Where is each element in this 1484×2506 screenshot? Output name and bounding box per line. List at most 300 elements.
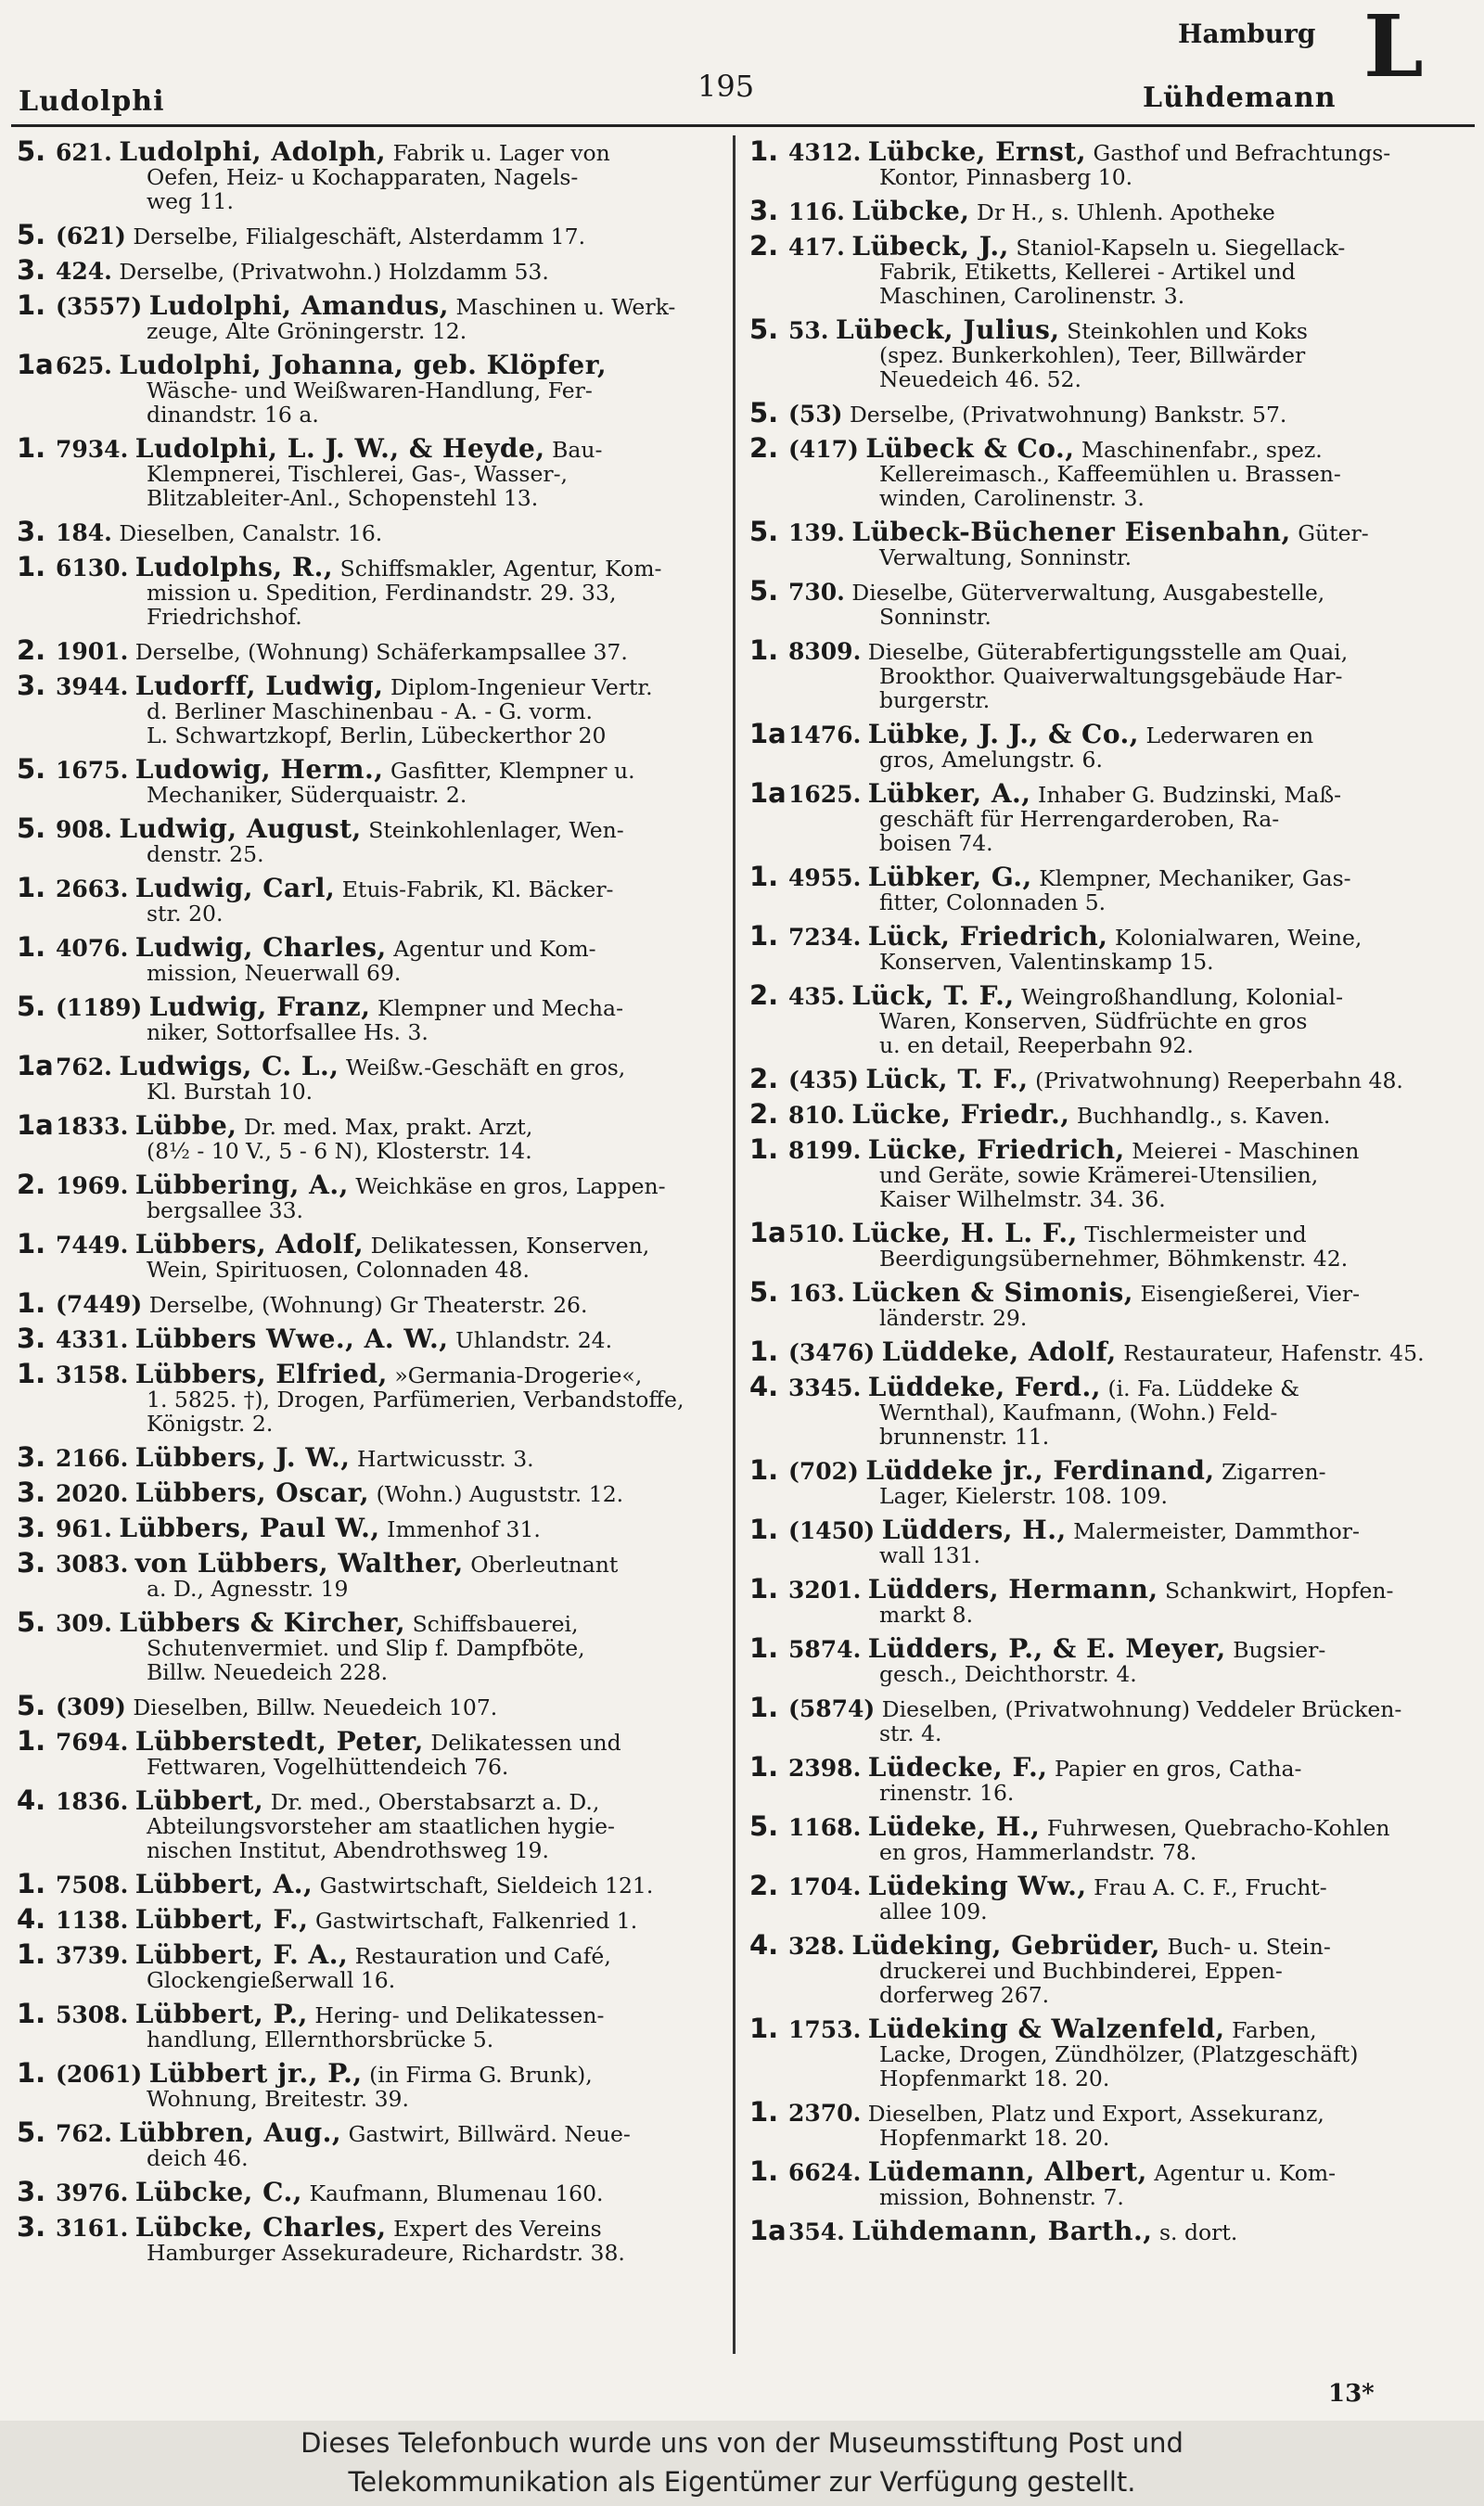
entry-name: Ludolphi, Johanna, geb. Klöpfer, [119, 350, 608, 380]
entry-text: Gasfitter, Klempner u. [390, 758, 635, 784]
entry-text: Dr. med. Max, prakt. Arzt, [244, 1114, 533, 1140]
entry-number: 7234. [788, 924, 862, 951]
entry-continuation: Blitzableiter-Anl., Schopenstehl 13. [147, 485, 539, 511]
entry-number: 424. [56, 258, 112, 285]
entry-name: Lüdecke, F., [867, 1752, 1048, 1783]
entry-class: 1a [749, 718, 787, 749]
entry-name: Lüdeking Ww., [867, 1871, 1087, 1901]
entry-number: 6624. [788, 2159, 862, 2186]
entry-class: 2. [749, 1098, 779, 1130]
entry-class: 5. [17, 135, 46, 167]
entry-text: Diplom-Ingenieur Vertr. [390, 674, 653, 700]
entry-text: Buchhandlg., s. Kaven. [1077, 1103, 1331, 1129]
entry-number: 139. [788, 519, 845, 546]
entry-continuation: dorferweg 267. [879, 1982, 1050, 2008]
entry-continuation: Neuedeich 46. 52. [879, 366, 1081, 392]
entry-name: Lübke, J. J., & Co., [867, 719, 1139, 749]
entry-text: Kolonialwaren, Weine, [1114, 925, 1362, 951]
entry-name: Lücke, H. L. F., [851, 1218, 1078, 1248]
entry-number: (621) [56, 223, 126, 249]
directory-entry [17, 1547, 722, 1602]
entry-name: Lübeck-Büchener Eisenbahn, [851, 517, 1291, 547]
entry-continuation: weg 11. [147, 188, 234, 214]
entry-text: Güter- [1298, 520, 1369, 546]
directory-entry [17, 289, 722, 344]
entry-text: Restaurateur, Hafenstr. 45. [1123, 1340, 1425, 1366]
directory-entry [749, 2013, 1454, 2091]
entry-number: 5308. [56, 2001, 129, 2028]
entry-name: Lüddeke, Ferd., [867, 1372, 1101, 1402]
entry-continuation: denstr. 25. [147, 841, 264, 867]
entry-number: 2398. [788, 1755, 862, 1782]
entry-class: 1. [749, 1454, 779, 1486]
directory-entry [17, 1323, 722, 1354]
directory-entry [17, 1512, 722, 1543]
entry-class: 1. [749, 1573, 779, 1605]
entry-class: 1. [749, 1692, 779, 1723]
entry-class: 3. [17, 2211, 46, 2243]
directory-entry [749, 1336, 1454, 1367]
entry-continuation: Sonninstr. [879, 604, 991, 630]
entry-number: (3476) [788, 1339, 876, 1366]
directory-entry [749, 1810, 1454, 1865]
entry-name: Ludolphs, R., [134, 552, 334, 582]
entry-text: Gastwirtschaft, Falkenried 1. [315, 1908, 638, 1934]
entry-class: 1. [17, 1998, 46, 2029]
entry-number: (3557) [56, 293, 143, 320]
entry-number: 6130. [56, 555, 129, 582]
directory-entry [17, 432, 722, 511]
entry-class: 3. [17, 2176, 46, 2207]
entry-text: Schiffsmakler, Agentur, Kom- [339, 556, 662, 582]
entry-text: Dieselben, (Privatwohnung) Veddeler Brücken- [881, 1696, 1402, 1722]
entry-number: 908. [56, 816, 112, 843]
entry-continuation: nischen Institut, Abendrothsweg 19. [147, 1837, 549, 1863]
entry-continuation: Oefen, Heiz- u Kochapparaten, Nagels- [147, 164, 579, 190]
directory-entry [749, 432, 1454, 511]
directory-entry [749, 397, 1454, 428]
entry-class: 5. [749, 397, 779, 428]
entry-text: Inhaber G. Budzinski, Maß- [1038, 782, 1342, 808]
entry-number: 435. [788, 983, 845, 1010]
entry-number: 7934. [56, 436, 129, 463]
entry-name: Lübker, A., [867, 778, 1031, 809]
entry-name: Lück, Friedrich, [867, 921, 1108, 952]
entry-text: Maschinen u. Werk- [455, 294, 676, 320]
entry-class: 5. [749, 313, 779, 345]
directory-entry [749, 135, 1454, 190]
entry-number: 2663. [56, 876, 129, 902]
entry-number: 3976. [56, 2180, 129, 2206]
entry-name: Ludwig, Carl, [134, 873, 336, 903]
entry-number: 163. [788, 1280, 845, 1307]
entry-number: 8309. [788, 638, 862, 665]
entry-continuation: zeuge, Alte Gröningerstr. 12. [147, 318, 467, 344]
entry-name: Lüdeking, Gebrüder, [851, 1930, 1161, 1961]
entry-number: (1450) [788, 1517, 876, 1544]
entry-class: 1. [749, 1336, 779, 1367]
entry-text: Dr. med., Oberstabsarzt a. D., [270, 1789, 600, 1815]
directory-entry [17, 1477, 722, 1508]
entry-text: Dieselben, Platz und Export, Assekuranz, [867, 2101, 1324, 2127]
entry-class: 3. [17, 1323, 46, 1354]
directory-entry [749, 1692, 1454, 1746]
entry-number: (5874) [788, 1695, 876, 1722]
directory-entry [17, 872, 722, 927]
directory-entry [749, 979, 1454, 1058]
entry-class: 3. [17, 1477, 46, 1508]
directory-entry [749, 2096, 1454, 2151]
directory-entry [17, 1938, 722, 1993]
entry-text: Klempner und Mecha- [377, 995, 624, 1021]
entry-name: Lübbering, A., [134, 1170, 349, 1200]
entry-text: Kaufmann, Blumenau 160. [309, 2180, 604, 2206]
entry-text: Fabrik u. Lager von [392, 140, 610, 166]
entry-class: 5. [749, 516, 779, 547]
entry-text: Steinkohlen und Koks [1067, 318, 1308, 344]
entry-continuation: L. Schwartzkopf, Berlin, Lübeckerthor 20 [147, 722, 607, 748]
entry-number: 3944. [56, 673, 129, 700]
entry-continuation: Fettwaren, Vogelhüttendeich 76. [147, 1754, 509, 1780]
entry-class: 1. [749, 2096, 779, 2128]
entry-class: 5. [749, 1810, 779, 1842]
entry-number: (702) [788, 1458, 859, 1485]
entry-class: 1. [17, 1725, 46, 1757]
entry-name: Lübker, G., [867, 862, 1032, 892]
entry-number: 1625. [788, 781, 862, 808]
entry-text: Oberleutnant [470, 1552, 619, 1578]
entry-continuation: markt 8. [879, 1602, 974, 1628]
directory-entry [17, 2211, 722, 2266]
header-rule [11, 124, 1475, 127]
entry-name: Lüddeke, Adolf, [881, 1336, 1117, 1367]
entry-name: Lübbers, Adolf, [134, 1229, 365, 1259]
directory-entry [17, 1287, 722, 1319]
entry-number: 3345. [788, 1374, 862, 1401]
entry-continuation: Lager, Kielerstr. 108. 109. [879, 1483, 1169, 1509]
entry-number: 730. [788, 579, 845, 606]
entry-class: 3. [17, 516, 46, 547]
entry-continuation: Klempnerei, Tischlerei, Gas-, Wasser-, [147, 461, 569, 487]
entry-name: Lüddeke jr., Ferdinand, [865, 1455, 1215, 1486]
entry-number: (7449) [56, 1291, 143, 1318]
entry-number: 1753. [788, 2016, 862, 2043]
entry-continuation: Wohnung, Breitestr. 39. [147, 2086, 409, 2112]
entry-number: 3083. [56, 1551, 129, 1578]
entry-text: Eisengießerei, Vier- [1140, 1281, 1361, 1307]
entry-continuation: Brookthor. Quaiverwaltungsgebäude Har- [879, 663, 1343, 689]
directory-entry [17, 1441, 722, 1473]
entry-continuation: brunnenstr. 11. [879, 1424, 1050, 1450]
entry-class: 1. [749, 135, 779, 167]
entry-text: Hartwicusstr. 3. [356, 1446, 534, 1472]
entry-text: Agentur und Kom- [393, 936, 596, 962]
left-column [17, 135, 722, 2274]
entry-number: 4076. [56, 935, 129, 962]
directory-entry [17, 1725, 722, 1780]
entry-number: 625. [56, 352, 112, 379]
entry-continuation: Kaiser Wilhelmstr. 34. 36. [879, 1186, 1166, 1212]
signature-mark: 13* [1328, 2380, 1375, 2408]
entry-number: 7449. [56, 1232, 129, 1259]
entry-number: 116. [788, 198, 845, 225]
entry-class: 1a [749, 2215, 787, 2246]
entry-continuation: Wernthal), Kaufmann, (Wohn.) Feld- [879, 1400, 1278, 1426]
entry-class: 2. [749, 432, 779, 464]
entry-class: 3. [17, 254, 46, 286]
entry-text: Hering- und Delikatessen- [314, 2002, 605, 2028]
entry-continuation: Konserven, Valentinskamp 15. [879, 949, 1214, 975]
entry-name: Lüdders, P., & E. Meyer, [867, 1633, 1226, 1664]
entry-class: 1. [17, 1938, 46, 1970]
entry-number: 1476. [788, 722, 862, 748]
directory-entry [17, 2116, 722, 2171]
directory-entry [749, 2215, 1454, 2246]
entry-text: Meierei - Maschinen [1132, 1138, 1360, 1164]
directory-entry [17, 551, 722, 630]
entry-text: Dr H., s. Uhlenh. Apotheke [977, 199, 1275, 225]
directory-entry [17, 135, 722, 214]
entry-name: Lücken & Simonis, [851, 1277, 1133, 1308]
directory-entry [17, 991, 722, 1045]
entry-name: Lübbert, [134, 1785, 264, 1816]
entry-text: Weingroßhandlung, Kolonial- [1021, 984, 1344, 1010]
entry-number: 810. [788, 1102, 845, 1129]
directory-entry [17, 516, 722, 547]
directory-entry [749, 1454, 1454, 1509]
entry-continuation: (8½ - 10 V., 5 - 6 N), Klosterstr. 14. [147, 1138, 532, 1164]
entry-class: 5. [17, 753, 46, 785]
entry-continuation: Kl. Burstah 10. [147, 1079, 313, 1105]
entry-name: Lübbers, Oscar, [134, 1477, 370, 1508]
entry-class: 1a [17, 349, 54, 380]
entry-number: 1138. [56, 1907, 129, 1934]
entry-text: Steinkohlenlager, Wen- [368, 817, 624, 843]
directory-entry [749, 1870, 1454, 1924]
entry-continuation: niker, Sottorfsallee Hs. 3. [147, 1019, 429, 1045]
entry-name: Lübbert, P., [134, 1999, 308, 2029]
entry-name: Lübeck & Co., [865, 433, 1075, 464]
entry-name: Lücke, Friedrich, [867, 1134, 1125, 1165]
entry-text: Dieselben, Billw. Neuedeich 107. [133, 1694, 498, 1720]
entry-continuation: handlung, Ellernthorsbrücke 5. [147, 2027, 494, 2052]
entry-continuation: und Geräte, sowie Krämerei-Utensilien, [879, 1162, 1319, 1188]
entry-class: 5. [17, 991, 46, 1022]
entry-name: Lüdeke, H., [867, 1811, 1041, 1842]
entry-name: Lüdemann, Albert, [867, 2156, 1147, 2187]
entry-continuation: Hamburger Assekuradeure, Richardstr. 38. [147, 2240, 625, 2266]
entry-class: 1a [749, 777, 787, 809]
entry-continuation: burgerstr. [879, 687, 991, 713]
entry-name: Ludwig, Franz, [148, 991, 371, 1022]
entry-class: 2. [749, 230, 779, 262]
entry-name: Ludwigs, C. L., [119, 1051, 339, 1081]
entry-text: Dieselben, Canalstr. 16. [119, 520, 383, 546]
directory-entry [749, 861, 1454, 915]
directory-entry [749, 1098, 1454, 1130]
right-column [749, 135, 1454, 2254]
entry-class: 3. [17, 1547, 46, 1579]
entry-text: Maschinenfabr., spez. [1081, 437, 1323, 463]
entry-number: 1833. [56, 1113, 129, 1140]
entry-continuation: rinenstr. 16. [879, 1780, 1015, 1806]
entry-continuation: Schutenvermiet. und Slip f. Dampfböte, [147, 1635, 585, 1661]
directory-entry [749, 1929, 1454, 2008]
entry-class: 5. [17, 1606, 46, 1638]
entry-class: 2. [749, 1063, 779, 1094]
entry-class: 3. [17, 1441, 46, 1473]
entry-text: Expert des Vereins [393, 2216, 602, 2242]
entry-continuation: mission, Neuerwall 69. [147, 960, 402, 986]
directory-entry [749, 516, 1454, 570]
directory-entry [749, 575, 1454, 630]
entry-name: Lübbers Wwe., A. W., [134, 1323, 449, 1354]
entry-continuation: Wein, Spirituosen, Colonnaden 48. [147, 1257, 530, 1283]
entry-number: (53) [788, 401, 843, 428]
directory-entry [17, 634, 722, 666]
entry-class: 2. [749, 979, 779, 1011]
entry-continuation: Waren, Konserven, Südfrüchte en gros [879, 1008, 1308, 1034]
entry-number: 621. [56, 139, 112, 166]
entry-name: Lück, T. F., [851, 980, 1015, 1011]
entry-text: Dieselbe, Güterverwaltung, Ausgabestelle, [851, 580, 1325, 606]
entry-continuation: länderstr. 29. [879, 1305, 1028, 1331]
entry-continuation: u. en detail, Reeperbahn 92. [879, 1032, 1194, 1058]
directory-entry [17, 1868, 722, 1899]
entry-text: Malermeister, Dammthor- [1073, 1518, 1360, 1544]
entry-continuation: (spez. Bunkerkohlen), Teer, Billwärder [879, 342, 1306, 368]
entry-text: Tischlermeister und [1084, 1221, 1307, 1247]
entry-class: 5. [749, 575, 779, 607]
entry-number: 3201. [788, 1577, 862, 1604]
directory-entry [17, 670, 722, 748]
directory-entry [749, 1371, 1454, 1450]
entry-class: 1. [17, 289, 46, 321]
entry-continuation: Kontor, Pinnasberg 10. [879, 164, 1133, 190]
entry-text: Agentur u. Kom- [1154, 2160, 1337, 2186]
entry-continuation: Hopfenmarkt 18. 20. [879, 2065, 1110, 2091]
entry-number: 2020. [56, 1480, 129, 1507]
entry-name: Ludolphi, Amandus, [148, 290, 450, 321]
entry-number: 3158. [56, 1362, 129, 1388]
entry-number: (435) [788, 1067, 859, 1093]
entry-continuation: Mechaniker, Süderquaistr. 2. [147, 782, 467, 808]
entry-class: 1. [17, 2057, 46, 2089]
entry-text: Delikatessen, Konserven, [370, 1233, 650, 1259]
entry-class: 4. [17, 1903, 46, 1935]
entry-name: Lübbert, A., [134, 1869, 313, 1899]
entry-class: 1. [749, 1751, 779, 1783]
directory-entry [17, 254, 722, 286]
entry-class: 1. [749, 2155, 779, 2187]
running-head-city: Hamburg [1178, 19, 1316, 49]
entry-class: 5. [17, 1690, 46, 1721]
entry-name: Lübbe, [134, 1110, 237, 1141]
entry-name: Lübeck, Julius, [835, 314, 1060, 345]
directory-entry [17, 812, 722, 867]
entry-number: 762. [56, 2120, 112, 2147]
entry-number: 4331. [56, 1326, 129, 1353]
entry-name: Ludolphi, Adolph, [119, 136, 387, 167]
entry-name: Lück, T. F., [865, 1064, 1029, 1094]
archive-caption [0, 2421, 1484, 2506]
entry-continuation: gros, Amelungstr. 6. [879, 747, 1103, 773]
entry-continuation: bergsallee 33. [147, 1197, 303, 1223]
entry-class: 2. [17, 1169, 46, 1200]
entry-continuation: Maschinen, Carolinenstr. 3. [879, 283, 1185, 309]
entry-class: 1. [749, 634, 779, 666]
entry-text: Zigarren- [1222, 1459, 1326, 1485]
entry-class: 5. [17, 219, 46, 250]
entry-class: 2. [17, 634, 46, 666]
entry-text: Etuis-Fabrik, Kl. Bäcker- [341, 876, 614, 902]
entry-number: 309. [56, 1610, 112, 1637]
entry-number: 2166. [56, 1445, 129, 1472]
entry-text: Farben, [1232, 2017, 1317, 2043]
entry-class: 1. [17, 931, 46, 963]
entry-class: 1. [17, 1358, 46, 1389]
entry-number: 7694. [56, 1729, 129, 1756]
directory-entry [17, 2057, 722, 2112]
entry-name: Lübbers, J. W., [134, 1442, 351, 1473]
entry-name: Lübcke, C., [134, 2177, 302, 2207]
entry-text: Derselbe, (Wohnung) Schäferkampsallee 37. [134, 639, 628, 665]
entry-text: Uhlandstr. 24. [454, 1327, 613, 1353]
entry-text: Dieselbe, Güterabfertigungsstelle am Quai, [867, 639, 1349, 665]
entry-number: 3161. [56, 2215, 129, 2242]
entry-number: (309) [56, 1694, 126, 1720]
entry-text: (i. Fa. Lüddeke & [1107, 1375, 1300, 1401]
entry-number: 961. [56, 1515, 112, 1542]
entry-continuation: boisen 74. [879, 830, 993, 856]
entry-text: Frau A. C. F., Frucht- [1094, 1874, 1327, 1900]
entry-number: 3739. [56, 1942, 129, 1969]
entry-text: Delikatessen und [430, 1730, 621, 1756]
entry-class: 1. [749, 2013, 779, 2044]
entry-continuation: allee 109. [879, 1899, 988, 1924]
entry-number: 4312. [788, 139, 862, 166]
entry-continuation: mission u. Spedition, Ferdinandstr. 29. 33, [147, 580, 617, 606]
entry-number: 417. [788, 234, 845, 261]
entry-text: Gastwirt, Billwärd. Neue- [348, 2121, 631, 2147]
running-head-right: Lühdemann [1143, 82, 1337, 114]
entry-class: 3. [17, 1512, 46, 1543]
page-number: 195 [697, 69, 755, 104]
entry-number: 8199. [788, 1137, 862, 1164]
entry-number: 328. [788, 1933, 845, 1960]
entry-continuation: str. 4. [879, 1720, 942, 1746]
entry-continuation: Verwaltung, Sonninstr. [879, 544, 1132, 570]
entry-text: s. dort. [1158, 2219, 1238, 2245]
entry-name: Lübbert, F. A., [134, 1939, 349, 1970]
directory-entry [749, 313, 1454, 392]
entry-continuation: Glockengießerwall 16. [147, 1967, 396, 1993]
entry-continuation: winden, Carolinenstr. 3. [879, 485, 1145, 511]
entry-continuation: dinandstr. 16 a. [147, 402, 319, 428]
directory-entry [749, 1276, 1454, 1331]
entry-continuation: str. 20. [147, 901, 224, 927]
directory-entry [17, 1690, 722, 1721]
directory-entry [749, 920, 1454, 975]
entry-continuation: deich 46. [147, 2145, 249, 2171]
entry-name: Lüdders, Hermann, [867, 1574, 1158, 1605]
entry-class: 5. [749, 1276, 779, 1308]
entry-text: Klempner, Mechaniker, Gas- [1039, 865, 1351, 891]
entry-number: 184. [56, 519, 112, 546]
entry-number: 2370. [788, 2100, 862, 2127]
entry-text: Schiffsbauerei, [412, 1611, 579, 1637]
entry-text: Schankwirt, Hopfen- [1165, 1578, 1394, 1604]
